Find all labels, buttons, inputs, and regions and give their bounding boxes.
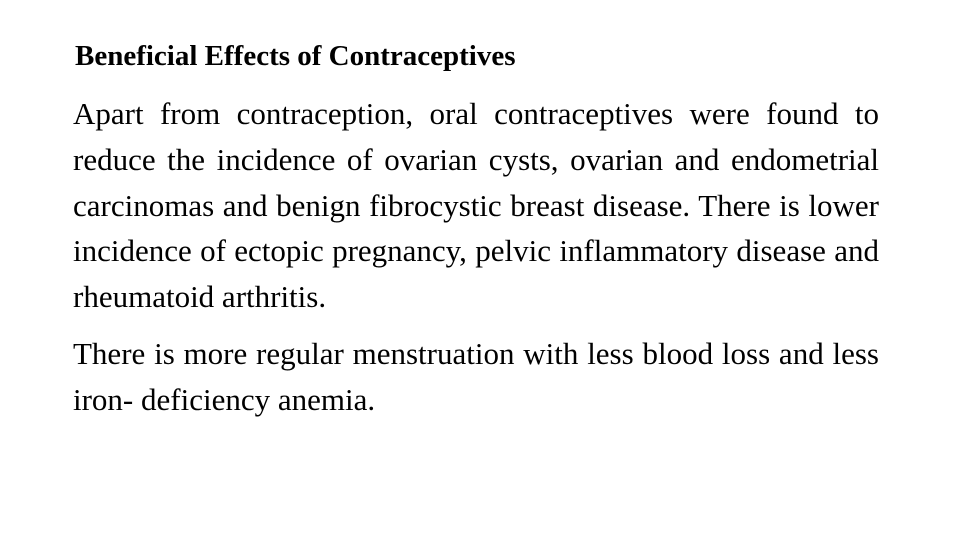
paragraph-menstruation: There is more regular menstruation with less blood loss and less iron- deficiency anemia. [73,335,879,417]
paragraph-benefits: Apart from contraception, oral contraceptives were found to reduce the incidence of ovarian cysts, ovarian and endometrial carcinomas and benign fibrocystic breast disease. There is lower incidence of ectopic pregnancy, pelvic inflammatory disease and rheumatoid arthritis. [73,96,879,315]
slide-title: Beneficial Effects of Contraceptives [75,40,516,72]
slide-body [73,91,879,423]
